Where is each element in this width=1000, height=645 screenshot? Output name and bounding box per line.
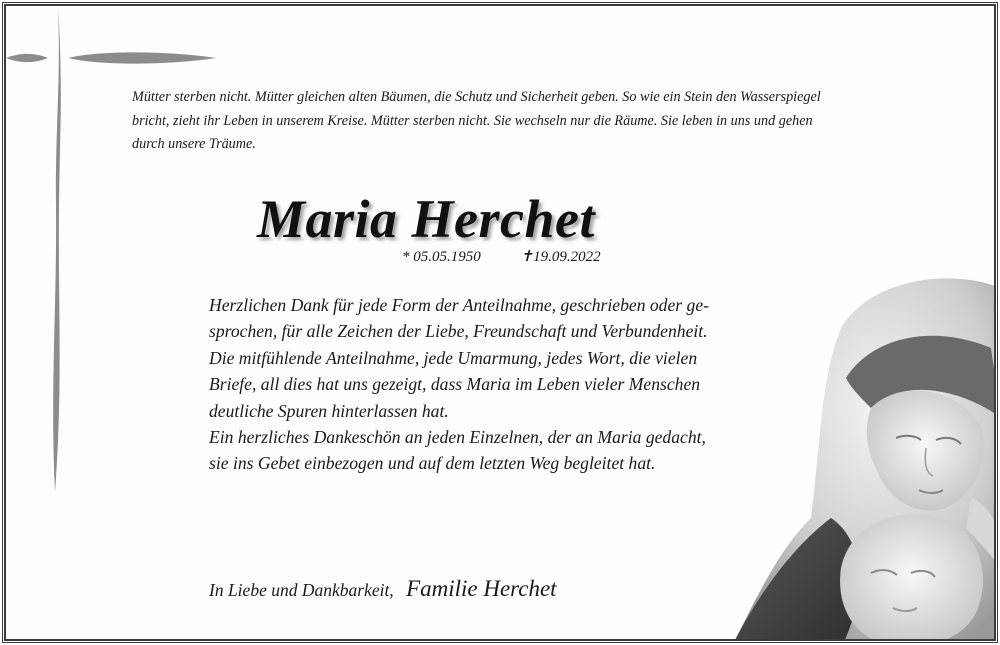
signoff [209, 576, 557, 602]
poem-line: bricht, zieht ihr Leben in unserem Kreise. Mütter sterben nicht. Sie wechseln nur die Räume. Sie leben in uns und gehen [132, 112, 813, 129]
poem-line: durch unsere Träume. [132, 136, 256, 152]
death-date-group [521, 247, 601, 266]
thanks-line: Briefe, all dies hat uns gezeigt, dass Maria im Leben vieler Menschen [209, 374, 701, 395]
obituary-card [4, 4, 996, 641]
signoff-greeting: In Liebe und Dankbarkeit, [209, 580, 394, 600]
thanks-line: deutliche Spuren hinterlassen hat. [209, 400, 449, 421]
birth-date: * 05.05.1950 [402, 249, 481, 265]
thanks-line: sprochen, für alle Zeichen der Liebe, Freundschaft und Verbundenheit. [209, 321, 708, 342]
cross-icon [6, 6, 226, 506]
life-dates [402, 247, 601, 266]
thanks-line: Die mitfühlende Anteilnahme, jede Umarmung, jedes Wort, die vielen [209, 347, 698, 368]
madonna-and-child-image [721, 268, 996, 641]
thank-you-text [209, 292, 809, 477]
thanks-line: sie ins Gebet einbezogen und auf dem letzten Weg begleitet hat. [209, 453, 656, 474]
thanks-line: Ein herzliches Dankeschön an jeden Einzelnen, der an Maria gedacht, [209, 427, 706, 448]
deceased-name: Maria Herchet [257, 189, 595, 249]
death-date: 19.09.2022 [533, 249, 601, 265]
thanks-line: Herzlichen Dank für jede Form der Anteilnahme, geschrieben oder ge- [209, 295, 709, 315]
poem-line: Mütter sterben nicht. Mütter gleichen alten Bäumen, die Schutz und Sicherheit geben. So wie ein Stein den Wasserspiegel [132, 89, 821, 105]
death-cross-icon: ✝ [520, 249, 534, 265]
family-signature: Familie Herchet [406, 576, 557, 601]
memorial-poem [132, 86, 962, 157]
